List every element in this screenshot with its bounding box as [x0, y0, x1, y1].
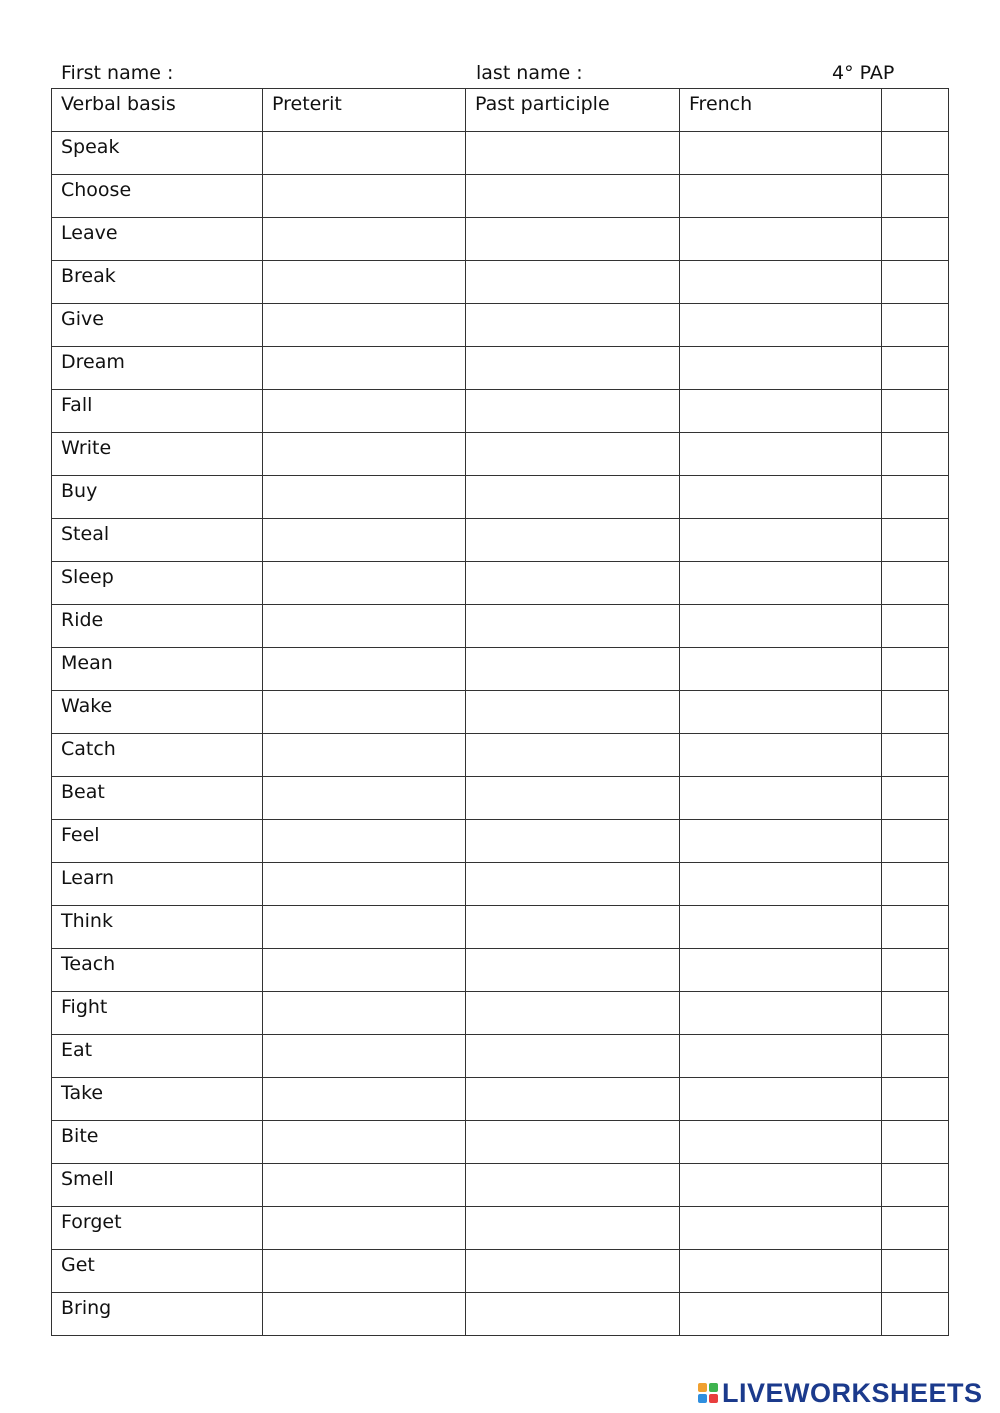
verb-cell: Sleep [52, 562, 263, 605]
header-extra [882, 89, 949, 132]
liveworksheets-logo-icon [698, 1383, 718, 1403]
preterit-input[interactable] [263, 390, 466, 433]
table-row [52, 175, 949, 218]
french-input[interactable] [680, 261, 882, 304]
verb-cell: Fall [52, 390, 263, 433]
first-name-label: First name : [61, 62, 174, 84]
past-participle-input[interactable] [466, 1250, 680, 1293]
verb-cell: Get [52, 1250, 263, 1293]
french-input[interactable] [680, 562, 882, 605]
preterit-input[interactable] [263, 1078, 466, 1121]
preterit-input[interactable] [263, 1250, 466, 1293]
past-participle-input[interactable] [466, 433, 680, 476]
table-row [52, 992, 949, 1035]
past-participle-input[interactable] [466, 562, 680, 605]
extra-input[interactable] [882, 777, 949, 820]
extra-input[interactable] [882, 218, 949, 261]
past-participle-input[interactable] [466, 304, 680, 347]
french-input[interactable] [680, 519, 882, 562]
extra-input[interactable] [882, 175, 949, 218]
logo-square [709, 1394, 718, 1403]
table-row [52, 304, 949, 347]
preterit-input[interactable] [263, 949, 466, 992]
extra-input[interactable] [882, 390, 949, 433]
french-input[interactable] [680, 175, 882, 218]
table-row [52, 605, 949, 648]
past-participle-input[interactable] [466, 1207, 680, 1250]
past-participle-input[interactable] [466, 734, 680, 777]
past-participle-input[interactable] [466, 175, 680, 218]
extra-input[interactable] [882, 734, 949, 777]
past-participle-input[interactable] [466, 1293, 680, 1336]
french-input[interactable] [680, 777, 882, 820]
table-row [52, 1250, 949, 1293]
french-input[interactable] [680, 347, 882, 390]
past-participle-input[interactable] [466, 132, 680, 175]
french-input[interactable] [680, 218, 882, 261]
french-input[interactable] [680, 390, 882, 433]
header-preterit: Preterit [263, 89, 466, 132]
table-row [52, 777, 949, 820]
verb-cell: Catch [52, 734, 263, 777]
past-participle-input[interactable] [466, 820, 680, 863]
preterit-input[interactable] [263, 691, 466, 734]
extra-input[interactable] [882, 1207, 949, 1250]
extra-input[interactable] [882, 605, 949, 648]
verb-cell: Learn [52, 863, 263, 906]
class-label: 4° PAP [832, 62, 895, 84]
verb-table [51, 88, 949, 1336]
header-french: French [680, 89, 882, 132]
verb-cell: Speak [52, 132, 263, 175]
extra-input[interactable] [882, 476, 949, 519]
logo-square [698, 1394, 707, 1403]
table-row [52, 519, 949, 562]
preterit-input[interactable] [263, 605, 466, 648]
past-participle-input[interactable] [466, 605, 680, 648]
preterit-input[interactable] [263, 777, 466, 820]
preterit-input[interactable] [263, 863, 466, 906]
table-row [52, 261, 949, 304]
extra-input[interactable] [882, 519, 949, 562]
table-row [52, 734, 949, 777]
french-input[interactable] [680, 1250, 882, 1293]
preterit-input[interactable] [263, 304, 466, 347]
table-row [52, 863, 949, 906]
french-input[interactable] [680, 648, 882, 691]
table-row [52, 390, 949, 433]
preterit-input[interactable] [263, 433, 466, 476]
preterit-input[interactable] [263, 261, 466, 304]
past-participle-input[interactable] [466, 992, 680, 1035]
table-row [52, 949, 949, 992]
verb-cell: Bite [52, 1121, 263, 1164]
preterit-input[interactable] [263, 648, 466, 691]
french-input[interactable] [680, 1164, 882, 1207]
verb-cell: Break [52, 261, 263, 304]
table-row [52, 1164, 949, 1207]
preterit-input[interactable] [263, 476, 466, 519]
table-row [52, 1035, 949, 1078]
past-participle-input[interactable] [466, 777, 680, 820]
french-input[interactable] [680, 863, 882, 906]
french-input[interactable] [680, 304, 882, 347]
extra-input[interactable] [882, 691, 949, 734]
verb-cell: Choose [52, 175, 263, 218]
preterit-input[interactable] [263, 820, 466, 863]
verb-cell: Smell [52, 1164, 263, 1207]
extra-input[interactable] [882, 1164, 949, 1207]
past-participle-input[interactable] [466, 1078, 680, 1121]
preterit-input[interactable] [263, 347, 466, 390]
preterit-input[interactable] [263, 1207, 466, 1250]
verb-cell: Ride [52, 605, 263, 648]
preterit-input[interactable] [263, 1293, 466, 1336]
past-participle-input[interactable] [466, 691, 680, 734]
extra-input[interactable] [882, 304, 949, 347]
extra-input[interactable] [882, 648, 949, 691]
preterit-input[interactable] [263, 1035, 466, 1078]
past-participle-input[interactable] [466, 906, 680, 949]
preterit-input[interactable] [263, 1164, 466, 1207]
verb-cell: Write [52, 433, 263, 476]
brand-name: LIVEWORKSHEETS [722, 1377, 983, 1408]
extra-input[interactable] [882, 1293, 949, 1336]
preterit-input[interactable] [263, 562, 466, 605]
verb-cell: Beat [52, 777, 263, 820]
extra-input[interactable] [882, 1250, 949, 1293]
verb-cell: Wake [52, 691, 263, 734]
french-input[interactable] [680, 433, 882, 476]
past-participle-input[interactable] [466, 863, 680, 906]
french-input[interactable] [680, 949, 882, 992]
liveworksheets-brand [698, 1378, 983, 1408]
french-input[interactable] [680, 734, 882, 777]
extra-input[interactable] [882, 863, 949, 906]
header-past-participle: Past participle [466, 89, 680, 132]
verb-cell: Eat [52, 1035, 263, 1078]
past-participle-input[interactable] [466, 390, 680, 433]
french-input[interactable] [680, 691, 882, 734]
table-row [52, 1078, 949, 1121]
table-row [52, 476, 949, 519]
past-participle-input[interactable] [466, 1121, 680, 1164]
french-input[interactable] [680, 992, 882, 1035]
french-input[interactable] [680, 605, 882, 648]
preterit-input[interactable] [263, 218, 466, 261]
extra-input[interactable] [882, 906, 949, 949]
table-row [52, 433, 949, 476]
past-participle-input[interactable] [466, 1035, 680, 1078]
extra-input[interactable] [882, 1121, 949, 1164]
verb-cell: Forget [52, 1207, 263, 1250]
extra-input[interactable] [882, 562, 949, 605]
verb-cell: Steal [52, 519, 263, 562]
extra-input[interactable] [882, 433, 949, 476]
table-row [52, 648, 949, 691]
past-participle-input[interactable] [466, 476, 680, 519]
table-row [52, 1293, 949, 1336]
preterit-input[interactable] [263, 906, 466, 949]
preterit-input[interactable] [263, 1121, 466, 1164]
table-row [52, 906, 949, 949]
preterit-input[interactable] [263, 175, 466, 218]
past-participle-input[interactable] [466, 218, 680, 261]
past-participle-input[interactable] [466, 648, 680, 691]
verb-cell: Think [52, 906, 263, 949]
verb-cell: Give [52, 304, 263, 347]
french-input[interactable] [680, 906, 882, 949]
preterit-input[interactable] [263, 734, 466, 777]
extra-input[interactable] [882, 820, 949, 863]
french-input[interactable] [680, 1121, 882, 1164]
table-row [52, 1121, 949, 1164]
table-row [52, 562, 949, 605]
preterit-input[interactable] [263, 992, 466, 1035]
verb-cell: Teach [52, 949, 263, 992]
verb-cell: Feel [52, 820, 263, 863]
table-row [52, 132, 949, 175]
table-row [52, 820, 949, 863]
french-input[interactable] [680, 1293, 882, 1336]
past-participle-input[interactable] [466, 519, 680, 562]
verb-cell: Mean [52, 648, 263, 691]
past-participle-input[interactable] [466, 261, 680, 304]
extra-input[interactable] [882, 1035, 949, 1078]
verb-cell: Buy [52, 476, 263, 519]
extra-input[interactable] [882, 949, 949, 992]
extra-input[interactable] [882, 132, 949, 175]
extra-input[interactable] [882, 261, 949, 304]
extra-input[interactable] [882, 347, 949, 390]
last-name-label: last name : [476, 62, 583, 84]
logo-square [698, 1383, 707, 1392]
french-input[interactable] [680, 1207, 882, 1250]
french-input[interactable] [680, 1035, 882, 1078]
verb-cell: Dream [52, 347, 263, 390]
past-participle-input[interactable] [466, 347, 680, 390]
preterit-input[interactable] [263, 132, 466, 175]
verb-cell: Bring [52, 1293, 263, 1336]
table-row [52, 347, 949, 390]
french-input[interactable] [680, 1078, 882, 1121]
preterit-input[interactable] [263, 519, 466, 562]
verb-cell: Fight [52, 992, 263, 1035]
logo-square [709, 1383, 718, 1392]
french-input[interactable] [680, 820, 882, 863]
table-row [52, 218, 949, 261]
table-row [52, 691, 949, 734]
french-input[interactable] [680, 132, 882, 175]
french-input[interactable] [680, 476, 882, 519]
verb-cell: Leave [52, 218, 263, 261]
table-row [52, 1207, 949, 1250]
past-participle-input[interactable] [466, 949, 680, 992]
table-header-row [52, 89, 949, 132]
extra-input[interactable] [882, 1078, 949, 1121]
header-verbal-basis: Verbal basis [52, 89, 263, 132]
extra-input[interactable] [882, 992, 949, 1035]
past-participle-input[interactable] [466, 1164, 680, 1207]
verb-cell: Take [52, 1078, 263, 1121]
